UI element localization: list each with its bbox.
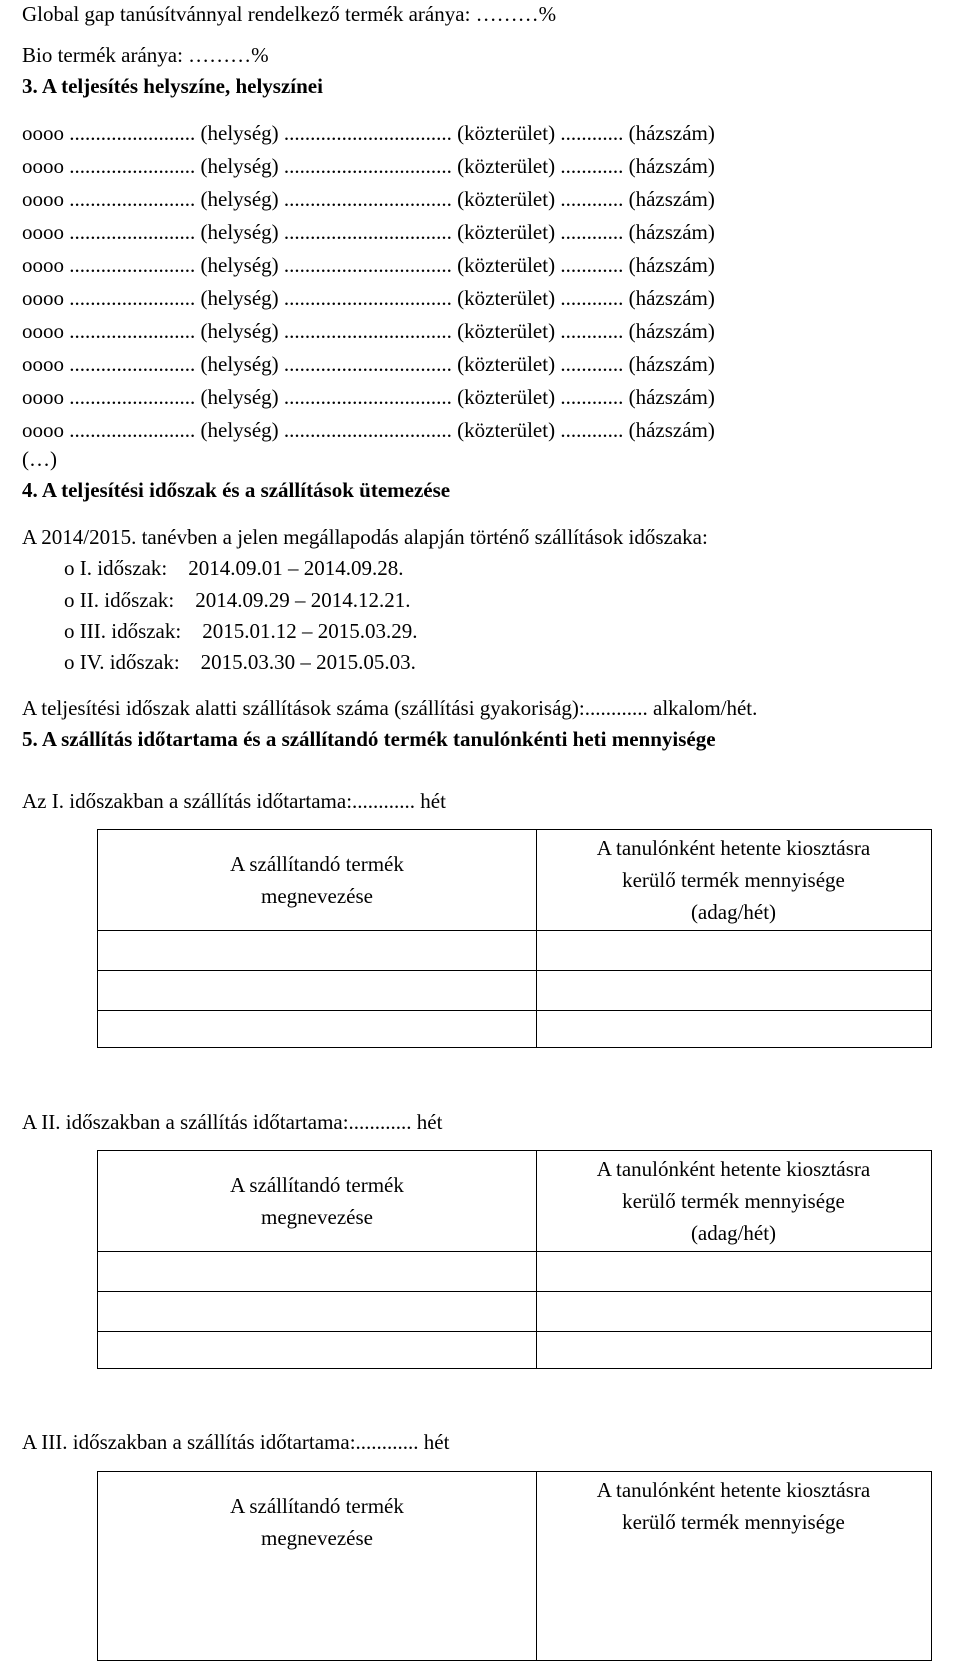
table-row — [98, 970, 931, 971]
location-row: oooo ........................ (helység) ................................ (közterület) ............ (házszám) — [22, 121, 715, 145]
period-1: o I. időszak: 2014.09.01 – 2014.09.28. — [64, 556, 404, 580]
header-weekly-quantity: A tanulónként hetente kiosztásra kerülő termék mennyisége — [596, 1478, 871, 1534]
location-row: oooo ........................ (helység) ................................ (közterület) ............ (házszám) — [22, 286, 715, 310]
period-intro: A 2014/2015. tanévben a jelen megállapodás alapján történő szállítások időszaka: — [22, 525, 708, 549]
location-row: oooo ........................ (helység) ................................ (közterület) ............ (házszám) — [22, 385, 715, 409]
duration-period-3: A III. időszakban a szállítás időtartama:............ hét — [22, 1430, 450, 1454]
table-row — [98, 930, 931, 931]
delivery-frequency: A teljesítési időszak alatti szállítások száma (szállítási gyakoriság):............ alkalom/hét. — [22, 696, 758, 720]
location-row: oooo ........................ (helység) ................................ (közterület) ............ (házszám) — [22, 418, 715, 442]
table-row — [98, 1331, 931, 1332]
section5-title: 5. A szállítás időtartama és a szállítandó termék tanulónkénti heti mennyisége — [22, 727, 716, 751]
quantity-table-3 — [97, 1471, 932, 1661]
duration-period-2: A II. időszakban a szállítás időtartama:............ hét — [22, 1110, 443, 1134]
location-row: oooo ........................ (helység) ................................ (közterület) ............ (házszám) — [22, 187, 715, 211]
period-2: o II. időszak: 2014.09.29 – 2014.12.21. — [64, 588, 411, 612]
header-weekly-quantity: A tanulónként hetente kiosztásra kerülő termék mennyisége (adag/hét) — [596, 836, 871, 924]
period-4: o IV. időszak: 2015.03.30 – 2015.05.03. — [64, 650, 416, 674]
header-product-name: A szállítandó termék megnevezése — [230, 1494, 404, 1550]
location-row: oooo ........................ (helység) ................................ (közterület) ............ (házszám) — [22, 253, 715, 277]
table-row — [98, 1251, 931, 1252]
section3-title: 3. A teljesítés helyszíne, helyszínei — [22, 74, 323, 98]
period-3: o III. időszak: 2015.01.12 – 2015.03.29. — [64, 619, 418, 643]
header-weekly-quantity: A tanulónként hetente kiosztásra kerülő termék mennyisége (adag/hét) — [596, 1157, 871, 1245]
location-row: oooo ........................ (helység) ................................ (közterület) ............ (házszám) — [22, 352, 715, 376]
quantity-table-1 — [97, 829, 932, 1048]
bio-ratio: Bio termék aránya: ………% — [22, 43, 269, 67]
duration-period-1: Az I. időszakban a szállítás időtartama:............ hét — [22, 789, 446, 813]
section4-title: 4. A teljesítési időszak és a szállítások ütemezése — [22, 478, 451, 502]
location-row: oooo ........................ (helység) ................................ (közterület) ............ (házszám) — [22, 319, 715, 343]
header-product-name: A szállítandó termék megnevezése — [230, 1173, 404, 1229]
header-product-name: A szállítandó termék megnevezése — [230, 852, 404, 908]
table-row — [98, 1010, 931, 1011]
table-row — [98, 1291, 931, 1292]
quantity-table-2 — [97, 1150, 932, 1369]
location-row: oooo ........................ (helység) ................................ (közterület) ............ (házszám) — [22, 154, 715, 178]
location-row: oooo ........................ (helység) ................................ (közterület) ............ (házszám) — [22, 220, 715, 244]
globalgap-ratio: Global gap tanúsítvánnyal rendelkező termék aránya: ………% — [22, 2, 557, 26]
ellipsis: (…) — [22, 447, 57, 471]
